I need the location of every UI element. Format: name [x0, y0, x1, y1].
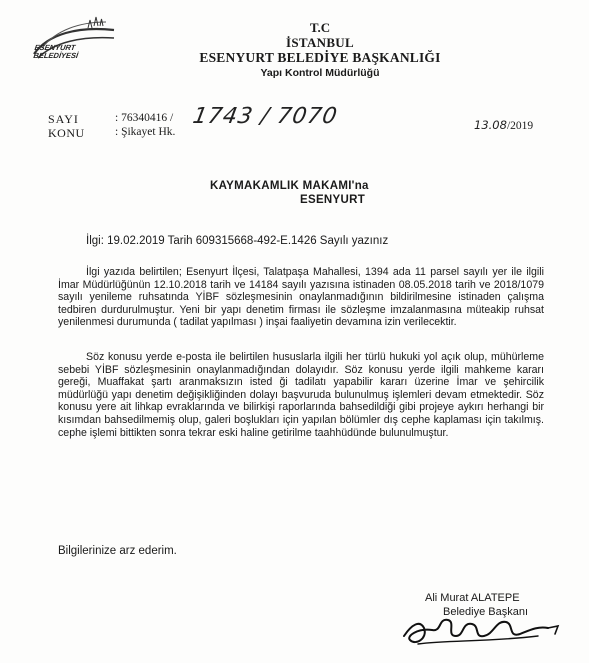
body-paragraph-2: Söz konusu yerde e-posta ile belirtilen hususlarla ilgili her türlü hukuki yol açık olup, mühürleme sebebi YİBF sözleşmesinin onaylanmadığından dolayıdır. Söz konusu yerde ilgili mahkeme kararı gereği, Muaffakat şartı aranmaksızın isted ği tadilatı yapabilir kararı üzerine İmar ve şehircilik müdürlüğü yapı denetim değişikliğinden dolayı başvuruda bulunulmuş işlemleri devam etmektedir. Söz konusu yere ait lihkap evraklarında ve bilirkişi raporlarında bahsedildiği gibi projeye aykırı herhangi bir kısımdan bahsedilmemiş olup, galeri boşlukları için yapılan bölümler dış cephe kaplaması için takılmış. cephe işlemi bittikten sonra tekrar eski haline getirilme taahhüdünde bulunulmuştur. — [58, 351, 544, 439]
date-handwritten: 13.08 — [474, 118, 507, 132]
recipient-line-2: ESENYURT — [300, 194, 366, 206]
signatory-title: Belediye Başkanı — [443, 606, 528, 618]
konu-value: : Şikayet Hk. — [115, 126, 176, 138]
municipality-logo-icon — [28, 14, 120, 70]
logo-line-1: ESENYURT — [34, 43, 76, 52]
header-country: T.C — [309, 20, 331, 35]
header-department: Yapı Kontrol Müdürlüğü — [260, 67, 380, 79]
closing-line: Bilgilerinize arz ederim. — [58, 545, 177, 557]
recipient-line-1: KAYMAKAMLIK MAKAMI'na — [210, 180, 369, 192]
signatory-name: Ali Murat ALATEPE — [425, 592, 520, 604]
konu-label: KONU — [48, 126, 85, 140]
header-city: İSTANBUL — [286, 35, 354, 50]
date-printed: /2019 — [506, 120, 534, 132]
document-date — [474, 118, 533, 132]
reference-line: İlgi: 19.02.2019 Tarih 609315668-492-E.1426 Sayılı yazınız — [86, 235, 389, 247]
header-municipality: ESENYURT BELEDİYE BAŞKANLIĞI — [199, 50, 441, 65]
handwritten-signature-icon — [398, 606, 568, 654]
body-paragraph-1: İlgi yazıda belirtilen; Esenyurt İlçesi, Talatpaşa Mahallesi, 1394 ada 11 parsel sayılı yer ile ilgili İmar Müdürlüğünün 12.10.2018 tarih ve 14184 sayılı yazısına istinaden 08.05.2018 tarih ve 2018/1079 sayılı yenileme ruhsatında YİBF sözleşmesinin onaylanmadığının bildirilmesine istinaden çalışma tedbiren durdurulmuştur. Yeni bir yapı denetim firması ile sözleşme imzalanmasına müteakip ruhsat yenilenmesi durumunda ( tadilat yapılması ) inşai faaliyetin devamına izin verilecektir. — [58, 266, 544, 329]
logo-text — [33, 44, 115, 60]
handwritten-reference-number: 1743 / 7070 — [190, 104, 340, 129]
logo-line-2: BELEDİYESİ — [32, 51, 79, 60]
sayi-value: : 76340416 / — [115, 112, 174, 124]
sayi-label: SAYI — [48, 112, 79, 126]
